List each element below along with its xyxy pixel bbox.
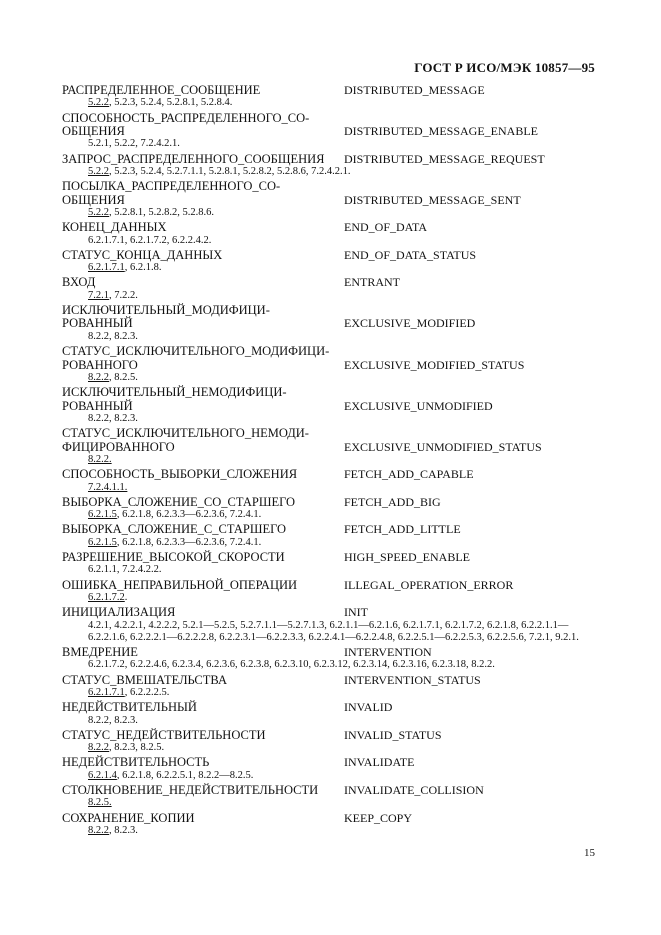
english-term: ENTRANT xyxy=(344,275,400,290)
english-term: FETCH_ADD_BIG xyxy=(344,494,441,509)
index-entry xyxy=(62,784,602,810)
section-references xyxy=(62,592,602,604)
english-term: DISTRIBUTED_MESSAGE_REQUEST xyxy=(344,151,545,166)
russian-term: СТАТУС_КОНЦА_ДАННЫХ xyxy=(62,247,223,262)
other-references: , 5.2.3, 5.2.4, 5.2.7.1.1, 5.2.8.1, 5.2.8.2, 5.2.8.6, 7.2.4.2.1. xyxy=(109,166,351,178)
entry-term-row xyxy=(62,180,602,207)
entry-term-row xyxy=(62,551,602,564)
index-entry xyxy=(62,427,602,466)
section-references xyxy=(62,372,602,384)
russian-term: ОШИБКА_НЕПРАВИЛЬНОЙ_ОПЕРАЦИИ xyxy=(62,577,298,592)
entry-term-row xyxy=(62,674,602,687)
english-term: INVALID_STATUS xyxy=(344,727,442,742)
entry-term-row xyxy=(62,523,602,536)
entry-term-row xyxy=(62,756,602,769)
section-references xyxy=(62,620,602,644)
other-references: , 7.2.2. xyxy=(109,289,138,301)
russian-term: СТАТУС_ИСКЛЮЧИТЕЛЬНОГО_НЕМОДИ- ФИЦИРОВАННОГО xyxy=(62,426,309,454)
russian-term: СТАТУС_НЕДЕЙСТВИТЕЛЬНОСТИ xyxy=(62,727,266,742)
english-term: INVALIDATE xyxy=(344,755,415,770)
section-references xyxy=(62,715,602,727)
primary-reference: 6.2.1.7.1 xyxy=(88,687,125,699)
section-references xyxy=(62,770,602,782)
index-entry xyxy=(62,729,602,755)
english-term: DISTRIBUTED_MESSAGE_SENT xyxy=(344,192,521,207)
russian-term: НЕДЕЙСТВИТЕЛЬНЫЙ xyxy=(62,700,197,715)
section-references xyxy=(62,207,602,219)
index-entry xyxy=(62,249,602,275)
english-term: HIGH_SPEED_ENABLE xyxy=(344,549,470,564)
russian-term: СТАТУС_ВМЕШАТЕЛЬСТВА xyxy=(62,672,227,687)
english-term: KEEP_COPY xyxy=(344,810,413,825)
english-term: FETCH_ADD_LITTLE xyxy=(344,522,461,537)
entry-term-row xyxy=(62,249,602,262)
entry-term-row xyxy=(62,579,602,592)
russian-term: ВЫБОРКА_СЛОЖЕНИЕ_СО_СТАРШЕГО xyxy=(62,494,296,509)
english-term: EXCLUSIVE_MODIFIED_STATUS xyxy=(344,357,525,372)
index-entry xyxy=(62,812,602,838)
english-term: DISTRIBUTED_MESSAGE_ENABLE xyxy=(344,124,538,139)
russian-term: НЕДЕЙСТВИТЕЛЬНОСТЬ xyxy=(62,755,210,770)
entry-term-row xyxy=(62,468,602,481)
primary-reference: 8.2.2 xyxy=(88,371,109,383)
index-entry xyxy=(62,674,602,700)
index-entry xyxy=(62,523,602,549)
russian-term: ВЫБОРКА_СЛОЖЕНИЕ_С_СТАРШЕГО xyxy=(62,522,287,537)
section-references xyxy=(62,97,602,109)
russian-term: РАСПРЕДЕЛЕННОЕ_СООБЩЕНИЕ xyxy=(62,83,261,97)
index-entry xyxy=(62,276,602,302)
index-entry xyxy=(62,468,602,494)
primary-reference: 7.2.4.1.1. xyxy=(88,481,128,493)
russian-term: ВМЕДРЕНИЕ xyxy=(62,645,138,659)
index-entry xyxy=(62,606,602,644)
index-entry xyxy=(62,701,602,727)
other-references: . xyxy=(124,591,128,603)
other-references: 8.2.2, 8.2.3. xyxy=(88,330,138,342)
index-entry xyxy=(62,221,602,247)
other-references: 8.2.2, 8.2.3. xyxy=(88,412,138,424)
index-entry xyxy=(62,112,602,151)
english-term: END_OF_DATA_STATUS xyxy=(344,247,477,262)
section-references xyxy=(62,742,602,754)
english-term: INTERVENTION xyxy=(344,645,432,659)
index-entry xyxy=(62,153,602,179)
entry-term-row xyxy=(62,304,602,331)
section-references xyxy=(62,166,602,178)
entry-term-row xyxy=(62,276,602,289)
primary-reference: 6.2.1.7.1 xyxy=(88,262,125,274)
russian-term: СТОЛКНОВЕНИЕ_НЕДЕЙСТВИТЕЛЬНОСТИ xyxy=(62,783,319,798)
english-term: EXCLUSIVE_UNMODIFIED_STATUS xyxy=(344,439,542,454)
primary-reference: 6.2.1.7.2 xyxy=(88,591,125,603)
russian-term: ИСКЛЮЧИТЕЛЬНЫЙ_НЕМОДИФИЦИ- РОВАННЫЙ xyxy=(62,385,287,413)
other-references: , 6.2.2.2.5. xyxy=(124,687,170,699)
entry-term-row xyxy=(62,84,602,97)
other-references: 6.2.1.1, 7.2.4.2.2. xyxy=(88,564,162,576)
other-references: , 5.2.3, 5.2.4, 5.2.8.1, 5.2.8.4. xyxy=(109,97,233,109)
primary-reference: 8.2.5. xyxy=(88,797,112,809)
index-entry xyxy=(62,180,602,219)
index-entry xyxy=(62,579,602,605)
english-term: EXCLUSIVE_MODIFIED xyxy=(344,316,476,331)
russian-term: ИСКЛЮЧИТЕЛЬНЫЙ_МОДИФИЦИ- РОВАННЫЙ xyxy=(62,303,270,331)
entry-term-row xyxy=(62,386,602,413)
section-references xyxy=(62,564,602,576)
index-entry xyxy=(62,551,602,577)
index-entry xyxy=(62,84,602,110)
russian-term: ПОСЫЛКА_РАСПРЕДЕЛЕННОГО_СО- ОБЩЕНИЯ xyxy=(62,179,281,207)
index-entry xyxy=(62,646,602,672)
entry-term-row xyxy=(62,153,602,166)
russian-term: РАЗРЕШЕНИЕ_ВЫСОКОЙ_СКОРОСТИ xyxy=(62,549,285,564)
english-term: END_OF_DATA xyxy=(344,220,428,235)
entry-term-row xyxy=(62,701,602,714)
section-references xyxy=(62,482,602,494)
entry-term-row xyxy=(62,221,602,234)
primary-reference: 5.2.2 xyxy=(88,166,109,178)
primary-reference: 8.2.2 xyxy=(88,825,109,837)
primary-reference: 8.2.2. xyxy=(88,453,112,465)
russian-term: ВХОД xyxy=(62,275,96,290)
section-references xyxy=(62,138,602,150)
russian-term: СОХРАНЕНИЕ_КОПИИ xyxy=(62,810,195,825)
primary-reference: 6.2.1.5 xyxy=(88,536,117,548)
other-references: 8.2.2, 8.2.3. xyxy=(88,714,138,726)
entry-term-row xyxy=(62,729,602,742)
russian-term: ИНИЦИАЛИЗАЦИЯ xyxy=(62,605,176,620)
primary-reference: 5.2.2 xyxy=(88,97,109,109)
section-references xyxy=(62,290,602,302)
other-references: 5.2.1, 5.2.2, 7.2.4.2.1. xyxy=(88,138,180,150)
english-term: EXCLUSIVE_UNMODIFIED xyxy=(344,398,493,413)
section-references xyxy=(62,659,602,671)
section-references xyxy=(62,235,602,247)
primary-reference: 6.2.1.5 xyxy=(88,509,117,521)
section-references xyxy=(62,413,602,425)
english-term: INTERVENTION_STATUS xyxy=(344,672,481,687)
russian-term: ЗАПРОС_РАСПРЕДЕЛЕННОГО_СООБЩЕНИЯ xyxy=(62,151,325,166)
entry-term-row xyxy=(62,646,602,659)
entry-term-row xyxy=(62,496,602,509)
russian-term: КОНЕЦ_ДАННЫХ xyxy=(62,220,167,235)
entry-term-row xyxy=(62,606,602,619)
other-references: , 8.2.3, 8.2.5. xyxy=(109,742,165,754)
other-references: , 6.2.1.8, 6.2.3.3—6.2.3.6, 7.2.4.1. xyxy=(116,536,262,548)
english-term: ILLEGAL_OPERATION_ERROR xyxy=(344,577,514,592)
section-references xyxy=(62,687,602,699)
index-entry xyxy=(62,386,602,425)
other-references: 6.2.1.7.2, 6.2.2.4.6, 6.2.3.4, 6.2.3.6, 6.2.3.8, 6.2.3.10, 6.2.3.12, 6.2.3.14, 6.2.3.16, 6.2.3.18, 8.2.2. xyxy=(88,659,495,671)
section-references xyxy=(62,454,602,466)
primary-reference: 7.2.1 xyxy=(88,289,109,301)
page-number: 15 xyxy=(584,847,595,859)
other-references: , 6.2.1.8. xyxy=(124,262,162,274)
index-entry xyxy=(62,304,602,343)
section-references xyxy=(62,797,602,809)
section-references xyxy=(62,331,602,343)
other-references: , 8.2.3. xyxy=(109,825,138,837)
index-entry xyxy=(62,496,602,522)
section-references xyxy=(62,825,602,837)
primary-reference: 6.2.1.4 xyxy=(88,769,117,781)
entry-term-row xyxy=(62,345,602,372)
section-references xyxy=(62,537,602,549)
entry-term-row xyxy=(62,812,602,825)
other-references: , 6.2.1.8, 6.2.3.3—6.2.3.6, 7.2.4.1. xyxy=(116,509,262,521)
entry-term-row xyxy=(62,112,602,139)
english-term: INVALIDATE_COLLISION xyxy=(344,783,484,798)
english-term: INIT xyxy=(344,605,368,620)
entry-term-row xyxy=(62,427,602,454)
index-entry xyxy=(62,756,602,782)
primary-reference: 8.2.2 xyxy=(88,742,109,754)
russian-term: СТАТУС_ИСКЛЮЧИТЕЛЬНОГО_МОДИФИЦИ- РОВАННОГО xyxy=(62,344,330,372)
russian-term: СПОСОБНОСТЬ_РАСПРЕДЕЛЕННОГО_СО- ОБЩЕНИЯ xyxy=(62,110,310,139)
other-references: 4.2.1, 4.2.2.1, 4.2.2.2, 5.2.1—5.2.5, 5.2.7.1.1—5.2.7.1.3, 6.2.1.1—6.2.1.6, 6.2.1.7.1, 6.2.1.7.2, 6.2.1.8, 6.2.2.1.1—6.2.2.1.6, 6.2.2.2.1—6.2.2.2.8, 6.2.2.3.1—6.2.2.3.3, 6.2.2.4.1—6.2.2.4.8, 6.2.2.5.1—6.2.2.5.3, 6.2.2.5.6, 7.2.1, 9.2.1. xyxy=(88,619,579,643)
entry-term-row xyxy=(62,784,602,797)
primary-reference: 5.2.2 xyxy=(88,207,109,219)
russian-term: СПОСОБНОСТЬ_ВЫБОРКИ_СЛОЖЕНИЯ xyxy=(62,467,298,482)
english-term: INVALID xyxy=(344,700,393,715)
english-term: FETCH_ADD_CAPABLE xyxy=(344,467,474,482)
section-references xyxy=(62,262,602,274)
other-references: , 5.2.8.1, 5.2.8.2, 5.2.8.6. xyxy=(109,207,214,219)
document-header: ГОСТ Р ИСО/МЭК 10857—95 xyxy=(414,60,595,75)
other-references: , 6.2.1.8, 6.2.2.5.1, 8.2.2—8.2.5. xyxy=(116,769,254,781)
index-entries xyxy=(62,84,602,839)
other-references: 6.2.1.7.1, 6.2.1.7.2, 6.2.2.4.2. xyxy=(88,234,212,246)
section-references xyxy=(62,509,602,521)
other-references: , 8.2.5. xyxy=(109,371,138,383)
index-entry xyxy=(62,345,602,384)
english-term: DISTRIBUTED_MESSAGE xyxy=(344,83,485,97)
